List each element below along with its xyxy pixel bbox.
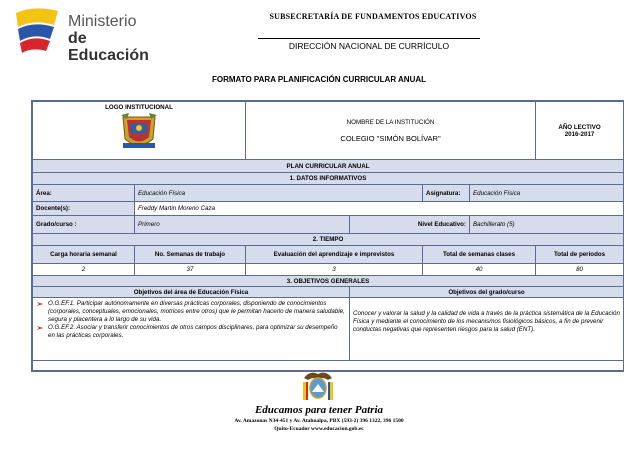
institution-cell — [246, 102, 536, 160]
subject-value: Educación Física — [470, 185, 624, 202]
time-value: 40 — [423, 264, 536, 276]
arrow-bullet-icon — [37, 325, 45, 331]
subsecretaria-heading: SUBSECRETARÍA DE FUNDAMENTOS EDUCATIVOS — [269, 12, 477, 21]
area-label: Área: — [33, 185, 135, 202]
area-value: Educación Física — [135, 185, 423, 202]
logo-cell — [33, 102, 246, 160]
obj-area-text: O.G.EF.2. Asociar y transferir conocimientos de otros campos disciplinares, para optimizar su desempeño en las prácticas corporales. — [48, 324, 338, 339]
list-item — [36, 300, 346, 324]
grade-value: Primero — [135, 216, 350, 234]
obj-area-cell — [33, 298, 350, 361]
year-label: AÑO LECTIVO — [558, 123, 601, 131]
time-value: 80 — [536, 264, 624, 276]
time-value: 2 — [33, 264, 135, 276]
page-title: FORMATO PARA PLANIFICACIÓN CURRICULAR ANUAL — [211, 75, 427, 84]
year-value: 2016-2017 — [564, 130, 595, 138]
section-tiempo: 2. TIEMPO — [33, 234, 624, 246]
logo-label: LOGO INSTITUCIONAL — [105, 104, 173, 111]
year-cell — [536, 102, 624, 160]
institution-label: NOMBRE DE LA INSTITUCIÓN — [346, 118, 435, 126]
time-header: Carga horaria semanal — [33, 246, 135, 264]
obj-grade-header: Objetivos del grado/curso — [350, 287, 624, 298]
subject-label: Asignatura: — [423, 185, 470, 202]
obj-area-header: Objetivos del área de Educación Física — [33, 287, 350, 298]
time-header: Evaluación del aprendizaje e imprevistos — [246, 246, 423, 264]
logo-line-2: de Educación — [68, 30, 149, 64]
ministerio-logo — [14, 3, 164, 64]
obj-grade-text: Conocer y valorar la salud y la calidad de vida a través de la práctica sistemática de la Educación Física y mediante el conocimiento de los mecanismos fisiológicos básicos, a fin de prevenir conductas negativas que representen riesgos para la salud (ENT). — [350, 298, 624, 361]
list-item — [36, 324, 346, 340]
school-crest-icon — [117, 111, 161, 153]
arrow-bullet-icon — [37, 301, 45, 307]
direccion-heading: DIRECCIÓN NACIONAL DE CURRÍCULO — [288, 41, 450, 51]
obj-area-text: O.G.EF.1. Participar autónomamente en diversas prácticas corporales, disponiendo de conocimientos (corporales, conceptuales, emocionales, motrices entre otros) que le permitan hacerlo de manera saludable, segura y placentera a lo largo de su vida. — [48, 300, 345, 323]
grade-label: Grado/curso : — [33, 216, 135, 234]
footer-motto: Educamos para tener Patria — [254, 404, 384, 416]
section-datos: 1. DATOS INFORMATIVOS — [33, 173, 624, 185]
footer-address: Av. Amazonas N34-451 y Av. Atahualpa, PBX (593-2) 396 1322, 396 1500 — [234, 418, 404, 424]
footer-city: Quito-Ecuador www.educacion.gob.ec — [274, 426, 364, 432]
footer-address-block — [0, 417, 638, 433]
plan-table — [31, 100, 624, 372]
teacher-value: Freddy Martin Moreno Caza — [135, 202, 624, 216]
time-value: 37 — [135, 264, 246, 276]
header-divider — [258, 38, 480, 39]
institution-name: COLEGIO "SIMÓN BOLÍVAR" — [340, 133, 441, 143]
flag-swoosh-icon — [14, 3, 66, 55]
level-value: Bachillerato (5) — [470, 216, 624, 234]
time-header: Total de periodos — [536, 246, 624, 264]
level-label: Nivel Educativo: — [350, 216, 470, 234]
logo-line-1: Ministerio — [68, 13, 137, 30]
time-value: 3 — [246, 264, 423, 276]
time-header: Total de semanas clases — [423, 246, 536, 264]
plan-title: PLAN CURRICULAR ANUAL — [33, 160, 624, 173]
teacher-label: Docente(s): — [33, 202, 135, 216]
national-seal-icon — [300, 368, 336, 404]
time-header: No. Semanas de trabajo — [135, 246, 246, 264]
section-objetivos: 3. OBJETIVOS GENERALES — [33, 276, 624, 287]
